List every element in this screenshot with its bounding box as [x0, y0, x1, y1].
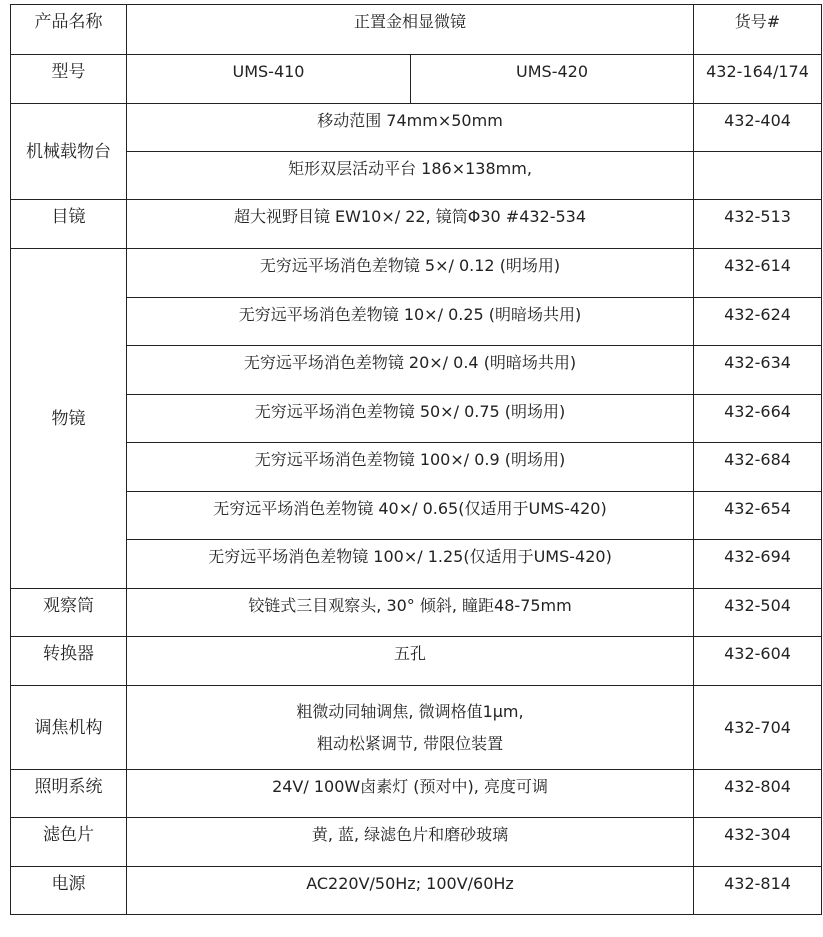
filter-desc: 黄, 蓝, 绿滤色片和磨砂玻璃 [127, 818, 694, 867]
filter-code: 432-304 [694, 818, 822, 867]
product-name: 正置金相显微镜 [127, 5, 694, 55]
illumination-row [11, 770, 822, 818]
objective-code: 432-664 [694, 395, 822, 443]
nosepiece-label: 转换器 [11, 637, 127, 686]
objective-row [11, 540, 822, 589]
focus-code: 432-704 [694, 686, 822, 770]
eyepiece-row [11, 200, 822, 249]
objective-code: 432-634 [694, 346, 822, 395]
objective-desc: 无穷远平场消色差物镜 100×/ 1.25(仅适用于UMS-420) [127, 540, 694, 589]
tube-code: 432-504 [694, 589, 822, 637]
focus-label: 调焦机构 [11, 686, 127, 770]
tube-row [11, 589, 822, 637]
power-code: 432-814 [694, 867, 822, 915]
illumination-code: 432-804 [694, 770, 822, 818]
stage-code: 432-404 [694, 104, 822, 152]
objective-desc: 无穷远平场消色差物镜 5×/ 0.12 (明场用) [127, 249, 694, 298]
focus-row [11, 686, 822, 770]
tube-label: 观察筒 [11, 589, 127, 637]
nosepiece-row [11, 637, 822, 686]
objective-desc: 无穷远平场消色差物镜 50×/ 0.75 (明场用) [127, 395, 694, 443]
eyepiece-desc: 超大视野目镜 EW10×/ 22, 镜筒Φ30 #432-534 [127, 200, 694, 249]
focus-desc-line: 粗动松紧调节, 带限位装置 [316, 733, 504, 753]
filter-label: 滤色片 [11, 818, 127, 867]
eyepiece-code: 432-513 [694, 200, 822, 249]
objective-row [11, 346, 822, 395]
stage-label: 机械载物台 [11, 104, 127, 200]
objective-label: 物镜 [11, 249, 127, 589]
stage-desc: 矩形双层活动平台 186×138mm, [127, 152, 694, 200]
filter-row [11, 818, 822, 867]
objective-desc: 无穷远平场消色差物镜 100×/ 0.9 (明场用) [127, 443, 694, 492]
stage-code [694, 152, 822, 200]
objective-code: 432-684 [694, 443, 822, 492]
objective-code: 432-614 [694, 249, 822, 298]
objective-row [11, 249, 822, 298]
power-desc: AC220V/50Hz; 100V/60Hz [127, 867, 694, 915]
code-header: 货号# [694, 5, 822, 55]
eyepiece-label: 目镜 [11, 200, 127, 249]
nosepiece-desc: 五孔 [127, 637, 694, 686]
tube-desc: 铰链式三目观察头, 30° 倾斜, 瞳距48-75mm [127, 589, 694, 637]
power-row [11, 867, 822, 915]
objective-row [11, 298, 822, 346]
objective-row [11, 395, 822, 443]
focus-desc [127, 686, 694, 770]
nosepiece-code: 432-604 [694, 637, 822, 686]
illumination-label: 照明系统 [11, 770, 127, 818]
stage-row [11, 152, 822, 200]
objective-code: 432-624 [694, 298, 822, 346]
model-code: 432-164/174 [694, 55, 822, 104]
header-row [11, 5, 822, 55]
model-a: UMS-410 [127, 55, 411, 104]
objective-row [11, 492, 822, 540]
stage-row [11, 104, 822, 152]
spec-table [10, 4, 822, 915]
product-name-label: 产品名称 [11, 5, 127, 55]
objective-desc: 无穷远平场消色差物镜 20×/ 0.4 (明暗场共用) [127, 346, 694, 395]
illumination-desc: 24V/ 100W卤素灯 (预对中), 亮度可调 [127, 770, 694, 818]
objective-row [11, 443, 822, 492]
objective-code: 432-694 [694, 540, 822, 589]
model-b: UMS-420 [411, 55, 694, 104]
power-label: 电源 [11, 867, 127, 915]
focus-desc-line: 粗微动同轴调焦, 微调格值1μm, [296, 701, 524, 721]
model-label: 型号 [11, 55, 127, 104]
objective-code: 432-654 [694, 492, 822, 540]
stage-desc: 移动范围 74mm×50mm [127, 104, 694, 152]
model-row [11, 55, 822, 104]
objective-desc: 无穷远平场消色差物镜 40×/ 0.65(仅适用于UMS-420) [127, 492, 694, 540]
objective-desc: 无穷远平场消色差物镜 10×/ 0.25 (明暗场共用) [127, 298, 694, 346]
